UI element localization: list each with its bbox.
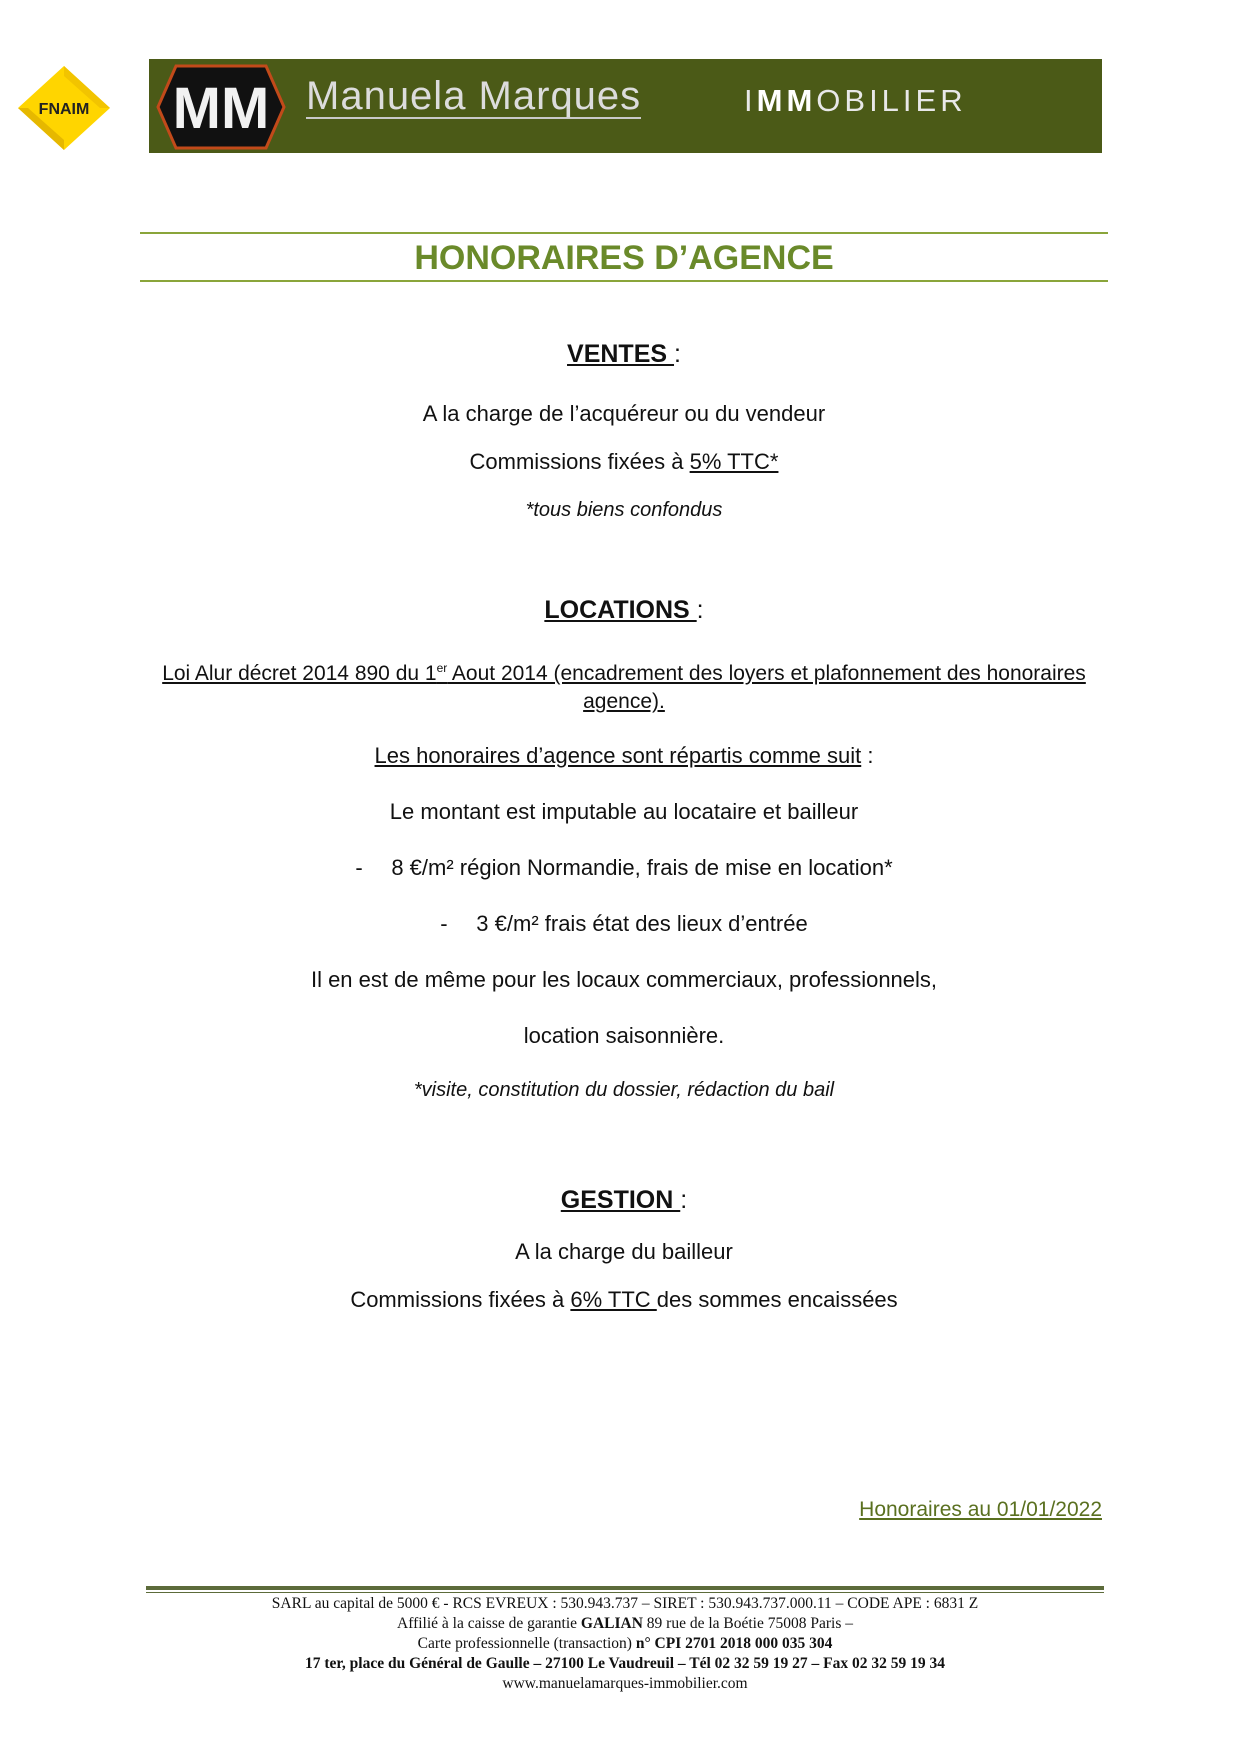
locations-commercial-line: Il en est de même pour les locaux commerciaux, professionnels, <box>310 967 938 992</box>
gestion-line2: Commissions fixées à 6% TTC des sommes encaissées <box>350 1287 898 1312</box>
date-note: Honoraires au 01/01/2022 <box>859 1498 1102 1521</box>
ventes-line2: Commissions fixées à 5% TTC* <box>469 449 779 474</box>
footer-line2: Affilié à la caisse de garantie GALIAN 89 rue de la Boétie 75008 Paris – <box>397 1615 853 1632</box>
footer-rule-thin <box>146 1592 1104 1593</box>
fnaim-logo <box>14 62 114 154</box>
locations-tenant-line: Le montant est imputable au locataire et bailleur <box>389 799 859 824</box>
brand-name: Manuela Marques <box>306 74 642 118</box>
locations-law-line1: Loi Alur décret 2014 890 du 1er Aout 2014 (encadrement des loyers et plafonnement des honoraires <box>162 661 1086 685</box>
locations-heading: LOCATIONS : <box>544 596 704 624</box>
locations-note: *visite, constitution du dossier, rédaction du bail <box>413 1079 835 1101</box>
brand-subtitle: IMMOBILIER <box>744 83 967 118</box>
locations-law-line2: agence). <box>583 690 665 713</box>
ventes-heading: VENTES : <box>567 340 681 368</box>
svg-text:FNAIM: FNAIM <box>38 101 90 118</box>
gestion-heading: GESTION : <box>560 1186 688 1214</box>
locations-seasonal-line: location saisonnière. <box>523 1023 725 1048</box>
locations-bullet2: - 3 €/m² frais état des lieux d’entrée <box>440 911 808 936</box>
title-rule-top <box>140 232 1108 234</box>
footer-rule-thick <box>146 1586 1104 1590</box>
footer-line4: 17 ter, place du Général de Gaulle – 27100 Le Vaudreuil – Tél 02 32 59 19 27 – Fax 02 32 59 19 34 <box>305 1655 945 1672</box>
locations-split: Les honoraires d’agence sont répartis comme suit : <box>374 743 874 768</box>
page-title: HONORAIRES D’AGENCE <box>414 239 834 277</box>
footer-website[interactable]: www.manuelamarques-immobilier.com <box>502 1675 748 1692</box>
title-rule-bottom <box>140 280 1108 282</box>
mm-logo <box>156 64 286 150</box>
ventes-line1: A la charge de l’acquéreur ou du vendeur <box>422 401 826 426</box>
ventes-note: *tous biens confondus <box>525 499 723 521</box>
gestion-line1: A la charge du bailleur <box>515 1239 733 1264</box>
footer-line1: SARL au capital de 5000 € - RCS EVREUX : 530.943.737 – SIRET : 530.943.737.000.11 – CODE APE : 6831 Z <box>271 1595 979 1612</box>
svg-text:MM: MM <box>172 76 270 141</box>
locations-bullet1: - 8 €/m² région Normandie, frais de mise en location* <box>355 855 893 880</box>
footer-line3: Carte professionnelle (transaction) n° CPI 2701 2018 000 035 304 <box>417 1635 833 1652</box>
